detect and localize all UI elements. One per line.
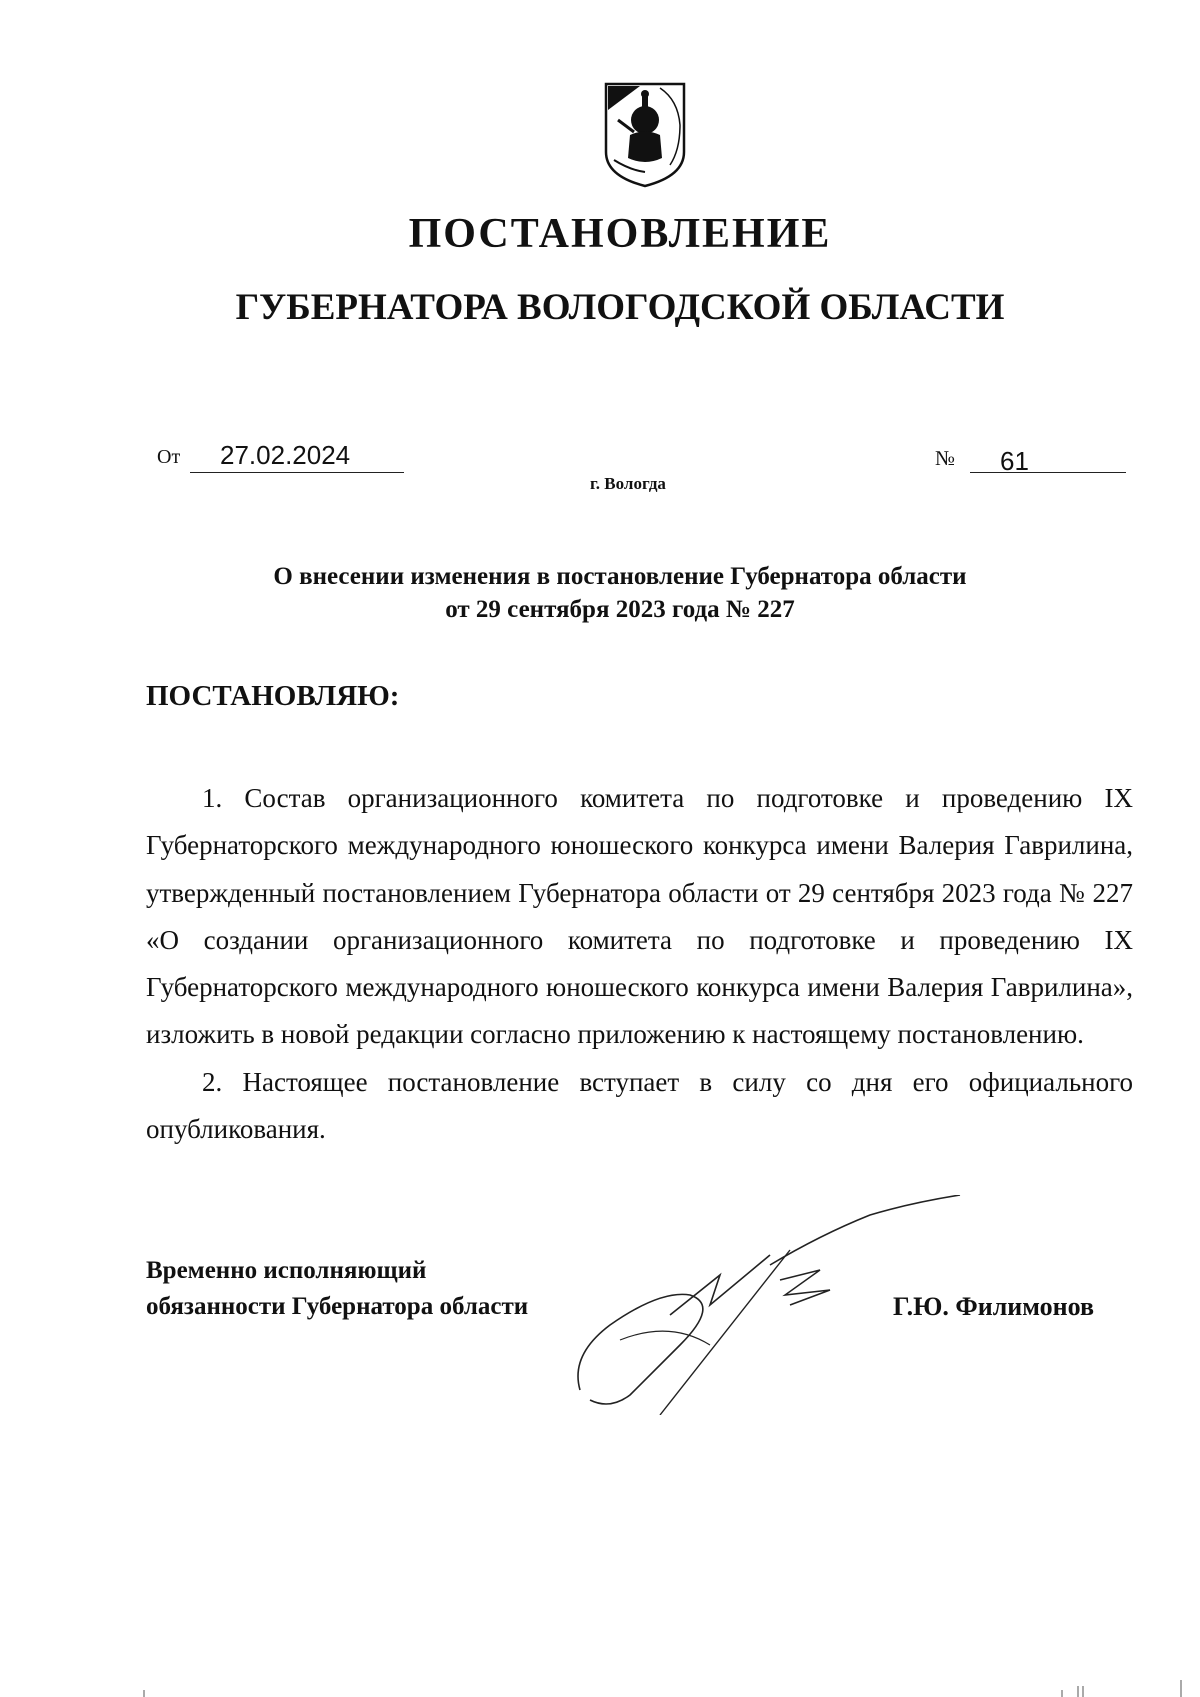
- position-line-1: Временно исполняющий: [146, 1257, 427, 1284]
- document-date: 27.02.2024: [220, 440, 351, 470]
- decree-heading: ПОСТАНОВЛЯЮ:: [146, 680, 400, 712]
- paragraph-1: 1. Состав организационного комитета по подготовке и проведению IX Губернаторского международного юношеского конкурса имени Валерия Гаврилина, утвержденный постановлением Губернатора области от 29 сентября 2023 года № 227 «О создании организационного комитета по подготовке и проведению IX Губернаторского международного юношеского конкурса имени Валерия Гаврилина», изложить в новой редакции согласно приложению к настоящему постановлению.: [146, 783, 1133, 1050]
- document-title: ПОСТАНОВЛЕНИЕ: [408, 211, 832, 257]
- subject-line-1: О внесении изменения в постановление Губернатора области: [273, 563, 967, 590]
- signatory-name: Г.Ю. Филимонов: [893, 1292, 1095, 1321]
- document-issuer: ГУБЕРНАТОРА ВОЛОГОДСКОЙ ОБЛАСТИ: [235, 287, 1005, 328]
- position-line-2: обязанности Губернатора области: [146, 1293, 529, 1320]
- document-city: г. Вологда: [590, 474, 666, 493]
- paragraph-2: 2. Настоящее постановление вступает в силу со дня его официального опубликования.: [146, 1066, 1133, 1145]
- number-label: №: [935, 446, 956, 470]
- subject-line-2: от 29 сентября 2023 года № 227: [445, 596, 795, 623]
- document-number: 61: [1000, 446, 1029, 476]
- date-label: От: [157, 446, 181, 468]
